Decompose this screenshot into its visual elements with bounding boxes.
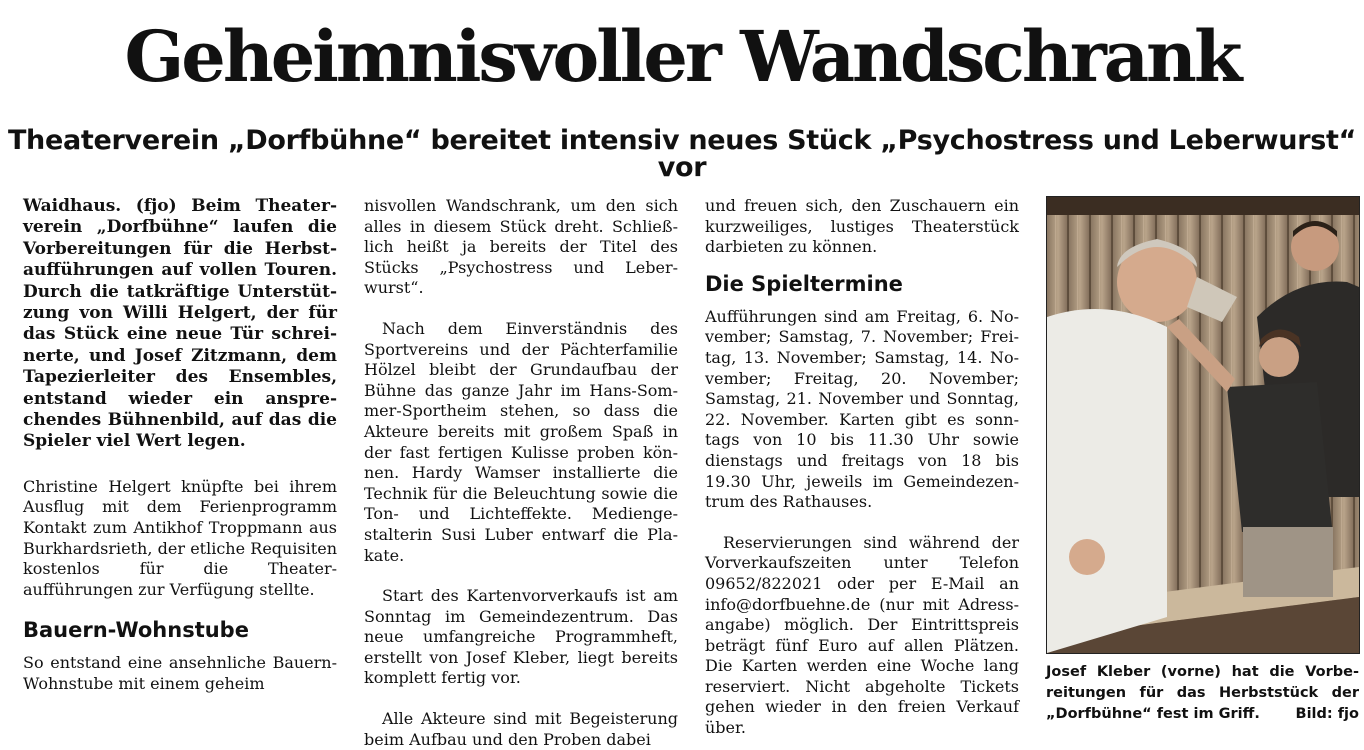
body-paragraph: Aufführungen sind am Freitag, 6. November; Samstag, 7. November; Freitag, 13. November; Samstag, 14. November; Freitag, 20. November; Samstag, 21. November und Sonntag, 22. November. Karten gibt es sonntags von 10 bis 11.30 Uhr sowie dienstags und freitags von 18 bis 19.30 Uhr, jeweils im Gemeindezentrum des Rathauses. [705,306,1019,512]
article-column-1 [23,196,337,695]
body-paragraph: Alle Akteure sind mit Begeisterung beim Aufbau und den Proben dabei [364,709,678,749]
subheadline: Theaterverein „Dorfbühne“ bereitet intensiv neues Stück „Psychostress und Leberwurst“ vor [7,125,1357,183]
caption-text: Josef Kleber (vorne) hat die Vorbereitungen für das Herbststück der „Dorfbühne“ fest im Griff. [1046,664,1359,722]
article-column-3 [705,196,1019,739]
body-paragraph: Nach dem Einverständnis des Sportvereins und der Pächterfamilie Hölzel bleibt der Grundaufbau der Bühne das ganze Jahr im Hans-Sommer-Sportheim stehen, so dass die Akteure bereits mit großem Spaß in der fast fertigen Kulisse proben können. Hardy Wamser installierte die Technik für die Beleuchtung sowie die Ton- und Lichteffekte. Mediengestalterin Susi Luber entwarf die Plakate. [364,318,678,565]
article-column-2 [364,196,678,750]
section-subtitle-spieltermine: Die Spieltermine [705,271,903,296]
photo-credit: Bild: fjo [1295,706,1359,722]
body-paragraph: Christine Helgert knüpfte bei ihrem Ausflug mit dem Ferienprogramm Kontakt zum Antikhof Troppmann aus Burkhardsrieth, der etliche Requisiten kostenlos für die Theateraufführungen zur Verfügung stellte. [23,476,337,599]
section-subtitle-bauern-wohnstube: Bauern-Wohnstube [23,618,249,643]
article-photo [1046,196,1360,654]
photo-illustration [1047,197,1359,653]
lead-paragraph: Waidhaus. (fjo) Beim Theaterverein „Dorfbühne“ laufen die Vorbereitungen für die Herbstaufführungen auf vollen Touren. Durch die tatkräftige Unterstützung von Willi Helgert, der für das Stück eine neue Tür schreinerte, und Josef Zitzmann, dem Tapezierleiter des Ensembles, entstand wieder ein ansprechendes Bühnenbild, auf das die Spieler viel Wert legen. [23,196,337,452]
body-paragraph: nisvollen Wandschrank, um den sich alles in diesem Stück dreht. Schließlich heißt ja bereits der Titel des Stücks „Psychostress und Leberwurst“. [364,196,678,298]
headline: Geheimnisvoller Wandschrank [124,15,1240,98]
body-paragraph: So entstand eine ansehnliche Bauern-Wohnstube mit einem geheim [23,653,337,694]
body-paragraph: und freuen sich, den Zuschauern ein kurzweiliges, lustiges Theaterstück darbieten zu können. [705,196,1019,257]
body-paragraph: Start des Kartenvorverkaufs ist am Sonntag im Gemeindezentrum. Das neue umfangreiche Programmheft, erstellt von Josef Kleber, liegt bereits komplett fertig vor. [364,586,678,688]
photo-caption [1046,662,1359,725]
body-paragraph: Reservierungen sind während der Vorverkaufszeiten unter Telefon 09652/822021 oder per E-Mail an info@dorfbuehne.de (nur mit Adressangabe) möglich. Der Eintrittspreis beträgt fünf Euro auf allen Plätzen. Die Karten werden eine Woche lang reserviert. Nicht abgeholte Tickets gehen wieder in den freien Verkauf über. [705,532,1019,738]
